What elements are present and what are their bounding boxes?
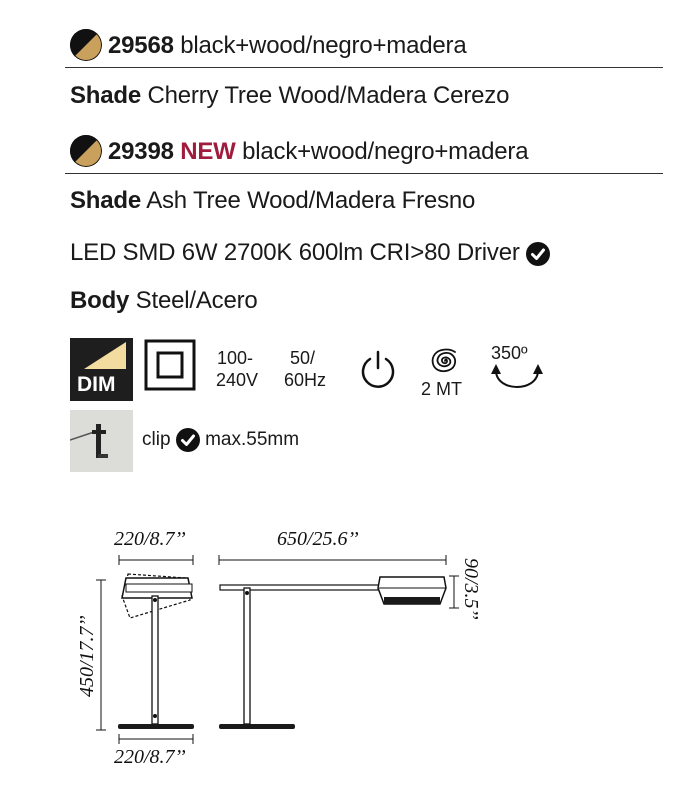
shade-2-label: Shade — [70, 187, 142, 214]
cable-length-label: 2 MT — [421, 379, 463, 399]
variant-1-finish: black+wood/negro+madera — [180, 32, 467, 59]
rotation-label: 350º — [491, 343, 528, 363]
head-height-dimension — [449, 576, 459, 608]
base-width-dimension — [119, 734, 193, 744]
frequency-line-1: 50/ — [290, 348, 316, 368]
clip-label: clip — [142, 429, 171, 451]
front-view-lamp — [118, 574, 194, 729]
shade-1-value: Cherry Tree Wood/Madera Cerezo — [147, 82, 510, 109]
base-width-label: 220/8.7’’ — [114, 746, 186, 768]
body-label: Body — [70, 287, 130, 314]
voltage-line-1: 100- — [217, 348, 254, 368]
arm-length-label: 650/25.6’’ — [277, 528, 359, 550]
variant-2-code: 29398 — [108, 138, 174, 165]
led-spec: LED SMD 6W 2700K 600lm CRI>80 Driver — [70, 239, 520, 266]
total-height-label: 450/17.7’’ — [76, 615, 98, 697]
shade-1-label: Shade — [70, 82, 142, 109]
body-value: Steel/Acero — [135, 287, 258, 314]
arm-length-dimension — [219, 555, 446, 565]
variant-1-code: 29568 — [108, 32, 174, 59]
head-width-label: 220/8.7’’ — [114, 528, 186, 550]
new-badge: NEW — [180, 138, 236, 165]
clip-max: max.55mm — [205, 429, 300, 451]
shade-2-value: Ash Tree Wood/Madera Fresno — [146, 187, 476, 214]
variant-2-finish: black+wood/negro+madera — [242, 138, 529, 165]
side-view-lamp — [219, 577, 446, 729]
voltage-line-2: 240V — [216, 370, 259, 390]
head-width-dimension — [119, 555, 193, 565]
dim-label: DIM — [77, 373, 116, 396]
frequency-line-2: 60Hz — [284, 370, 327, 390]
head-height-label: 90/3.5’’ — [460, 558, 482, 620]
